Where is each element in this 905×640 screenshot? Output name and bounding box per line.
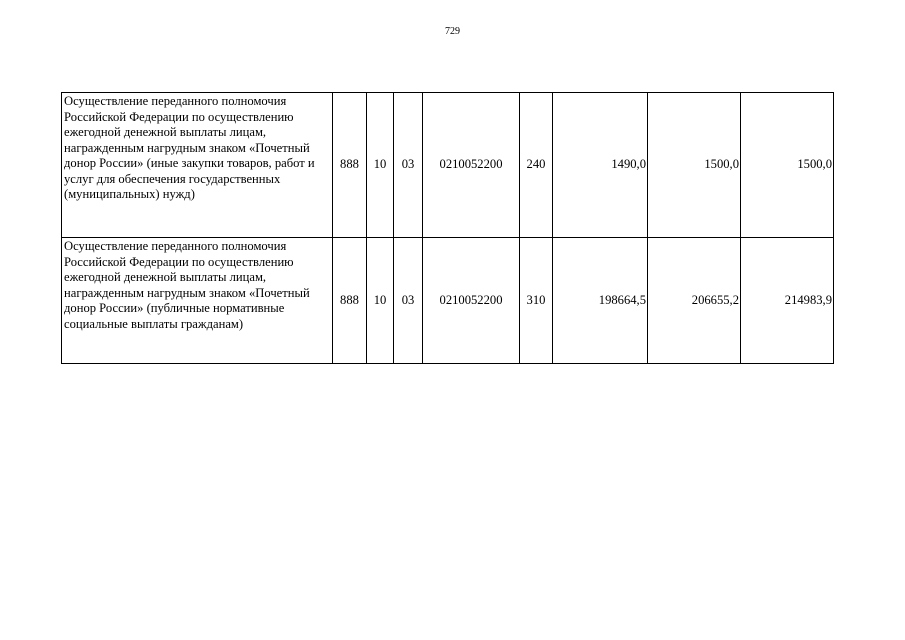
amount-year-2: 1500,0 <box>648 93 741 238</box>
expense-type-code: 240 <box>520 93 553 238</box>
table-row <box>62 238 834 364</box>
budget-table <box>61 92 834 364</box>
amount-year-1: 1490,0 <box>553 93 648 238</box>
target-article-code: 0210052200 <box>423 93 520 238</box>
subsection-code: 03 <box>394 93 423 238</box>
amount-year-3: 214983,9 <box>741 238 834 364</box>
ministry-code: 888 <box>333 238 367 364</box>
amount-year-1: 198664,5 <box>553 238 648 364</box>
section-code: 10 <box>367 93 394 238</box>
table-row <box>62 93 834 238</box>
target-article-code: 0210052200 <box>423 238 520 364</box>
expense-type-code: 310 <box>520 238 553 364</box>
page-number: 729 <box>445 26 460 37</box>
subsection-code: 03 <box>394 238 423 364</box>
ministry-code: 888 <box>333 93 367 238</box>
section-code: 10 <box>367 238 394 364</box>
amount-year-3: 1500,0 <box>741 93 834 238</box>
row-description: Осуществление переданного полномочия Российской Федерации по осуществлению ежегодной денежной выплаты лицам, награжденным нагрудным знаком «Почетный донор России» (иные закупки товаров, работ и услуг для обеспечения государственных (муниципальных) нужд) <box>62 93 333 238</box>
amount-year-2: 206655,2 <box>648 238 741 364</box>
row-description: Осуществление переданного полномочия Российской Федерации по осуществлению ежегодной денежной выплаты лицам, награжденным нагрудным знаком «Почетный донор России» (публичные нормативные социальные выплаты гражданам) <box>62 238 333 364</box>
